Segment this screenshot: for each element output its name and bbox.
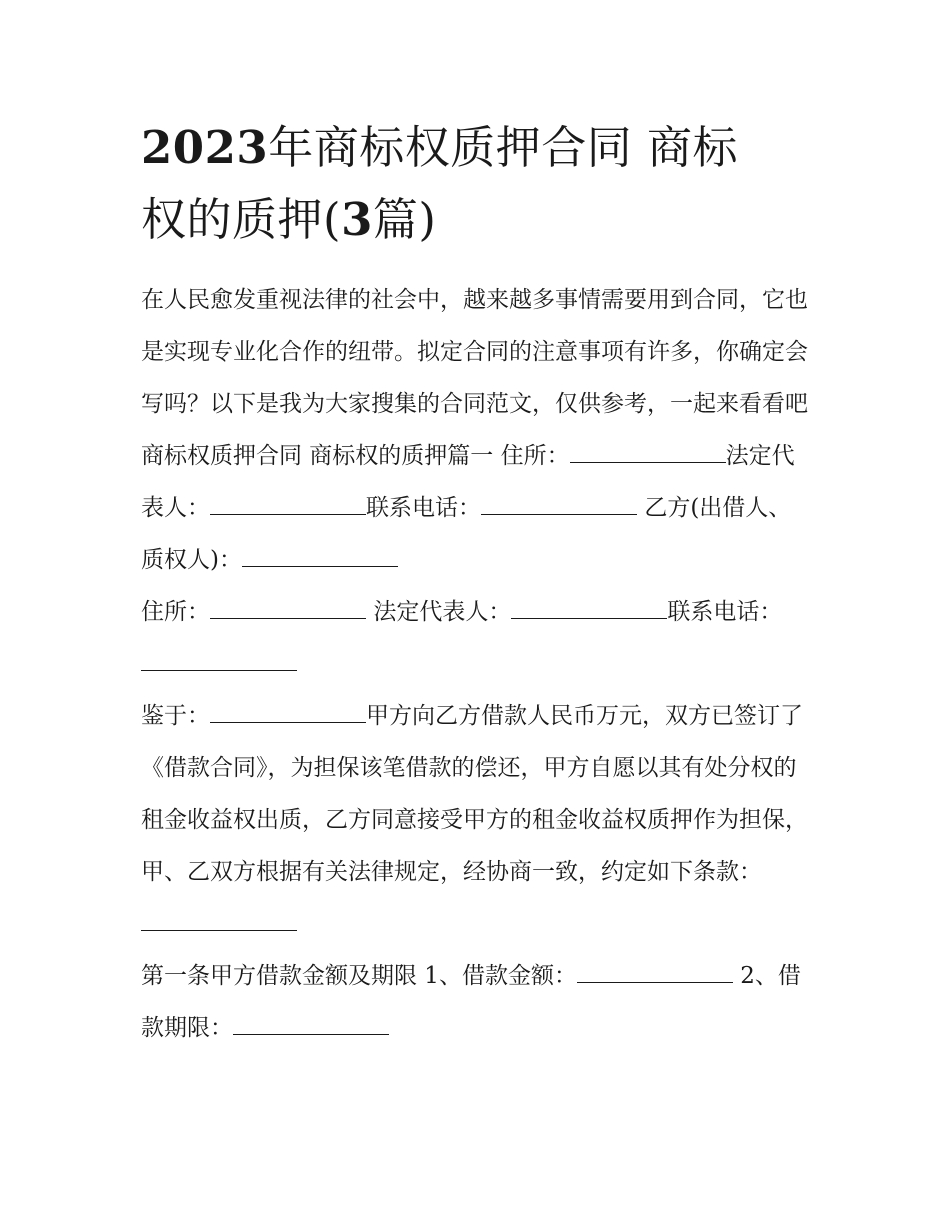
title-suffix: 篇) [372, 193, 437, 246]
party-info-paragraph [141, 430, 811, 586]
phone-label: 联系电话： [366, 495, 481, 521]
terms-blank [141, 908, 297, 931]
title-main: 年商标权质押合同 商标权的质押( [141, 121, 739, 246]
intro-paragraph: 在人民愈发重视法律的社会中，越来越多事情需要用到合同，它也是实现专业化合作的纽带。拟定合同的注意事项有许多，你确定会写吗？以下是我为大家搜集的合同范文，仅供参考，一起来看看吧 [141, 287, 808, 417]
party-b-info-paragraph [141, 586, 811, 690]
legal-rep-blank [210, 492, 366, 515]
legal-rep-blank-2 [511, 596, 667, 619]
whereas-label: 鉴于： [141, 703, 210, 729]
address-label: 住所： [141, 599, 210, 625]
party-b-blank [242, 544, 398, 567]
legal-rep-label: 法定代表人： [141, 443, 795, 521]
phone-blank [481, 492, 637, 515]
article-1-text: 第一条甲方借款金额及期限 1、借款金额： [141, 963, 577, 989]
whereas-blank [210, 700, 366, 723]
address-blank [570, 440, 726, 463]
document-body [141, 112, 811, 1054]
whereas-text: 甲方向乙方借款人民币万元，双方已签订了《借款合同》，为担保该笔借款的偿还，甲方自愿以其有处分权的租金收益权出质，乙方同意接受甲方的租金收益权质押作为担保，甲、乙双方根据有关法律规定，经协商一致，约定如下条款： [141, 703, 808, 885]
loan-term-label: 借款期限： [141, 963, 801, 1041]
whereas-paragraph [141, 690, 811, 950]
item-2-number: 2、 [732, 963, 778, 989]
phone-blank-2 [141, 648, 297, 671]
section-heading: 商标权质押合同 商标权的质押篇一 住所： [141, 443, 570, 469]
title-count: 3 [341, 193, 373, 246]
loan-amount-blank [577, 960, 733, 983]
loan-term-blank [233, 1012, 389, 1035]
address-blank-2 [210, 596, 366, 619]
document-title [141, 112, 781, 256]
legal-rep-label-2: 法定代表人： [373, 599, 512, 625]
article-1-paragraph [141, 950, 811, 1054]
phone-label-2: 联系电话： [667, 599, 783, 625]
title-year: 2023 [141, 121, 269, 174]
party-b-label: 乙方(出借人、质权人)： [141, 495, 792, 573]
